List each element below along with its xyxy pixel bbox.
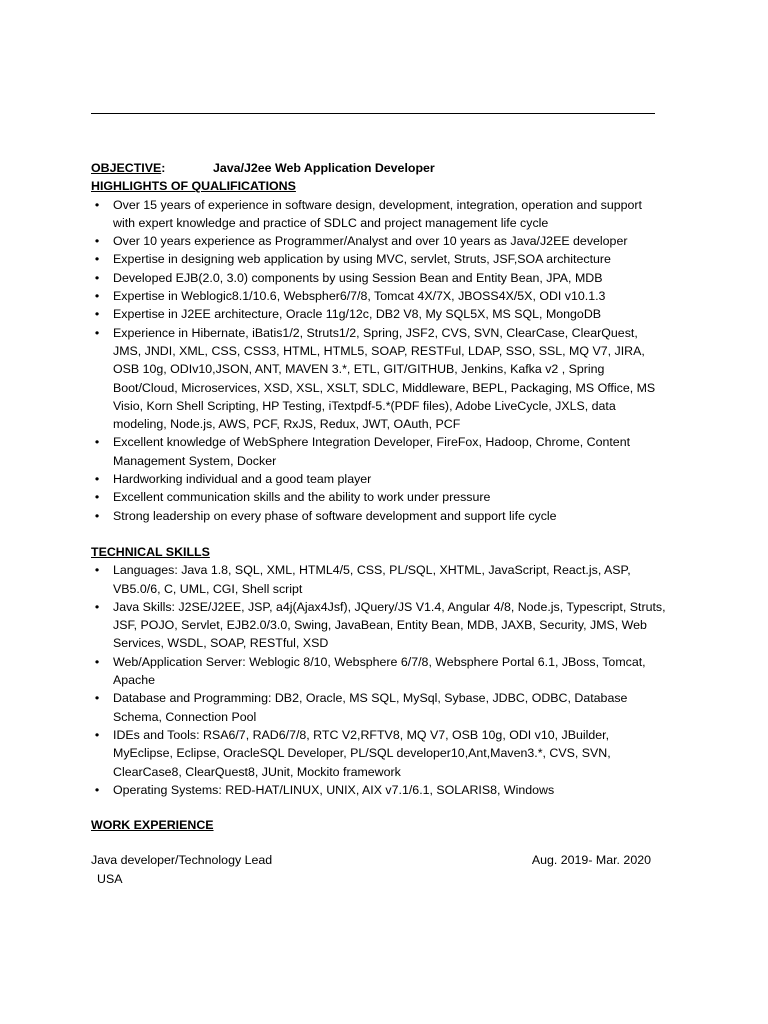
bullet-icon: • xyxy=(94,782,100,797)
highlights-heading: HIGHLIGHTS OF QUALIFICATIONS xyxy=(91,179,296,194)
bullet-icon: • xyxy=(94,599,100,614)
bullet-icon: • xyxy=(94,435,100,450)
highlights-list xyxy=(91,196,666,525)
bullet-icon: • xyxy=(94,472,100,487)
skill-item xyxy=(91,726,666,781)
bullet-icon: • xyxy=(94,307,100,322)
bullet-icon: • xyxy=(94,270,100,285)
highlight-item xyxy=(91,488,666,506)
highlight-text: Over 10 years experience as Programmer/Analyst and over 10 years as Java/J2EE developer xyxy=(113,234,628,249)
highlight-text: Hardworking individual and a good team player xyxy=(113,472,372,487)
objective-line xyxy=(91,159,666,177)
highlight-item xyxy=(91,470,666,488)
bullet-icon: • xyxy=(94,727,100,742)
skill-text: Languages: Java 1.8, SQL, XML, HTML4/5, CSS, PL/SQL, XHTML, JavaScript, React.js, ASP, VB5.0/6, C, UML, CGI, Shell script xyxy=(113,563,631,596)
highlight-text: Excellent communication skills and the ability to work under pressure xyxy=(113,490,491,505)
highlight-text: Expertise in designing web application by using MVC, servlet, Struts, JSF,SOA architecture xyxy=(113,252,611,267)
highlight-item xyxy=(91,433,666,470)
objective-colon: : xyxy=(161,161,166,175)
bullet-icon: • xyxy=(94,691,100,706)
bullet-icon: • xyxy=(94,654,100,669)
skill-text: Java Skills: J2SE/J2EE, JSP, a4j(Ajax4Jsf), JQuery/JS V1.4, Angular 4/8, Node.js, Typescript, Struts, JSF, POJO, Servlet, EJB2.0/3.0, Swing, JavaBean, Entity Bean, MDB, JAXB, Security, JMS, Web Services, WSDL, SOAP, RESTful, XSD xyxy=(113,599,666,651)
objective-label-wrap xyxy=(91,159,213,177)
highlight-item xyxy=(91,324,666,434)
highlight-item xyxy=(91,196,666,233)
highlight-item xyxy=(91,305,666,323)
skill-text: IDEs and Tools: RSA6/7, RAD6/7/8, RTC V2,RFTV8, MQ V7, OSB 10g, ODI v10, JBuilder, MyEclipse, Eclipse, OracleSQL Developer, PL/SQL developer10,Ant,Maven3.*, CVS, SVN, ClearCase8, ClearQuest8, JUnit, Mockito framework xyxy=(113,727,611,779)
highlight-item xyxy=(91,232,666,250)
highlight-text: Developed EJB(2.0, 3.0) components by using Session Bean and Entity Bean, JPA, MDB xyxy=(113,270,603,285)
header-divider xyxy=(91,113,655,114)
bullet-icon: • xyxy=(94,325,100,340)
bullet-icon: • xyxy=(94,563,100,578)
skill-item xyxy=(91,689,666,726)
technical-skills-heading: TECHNICAL SKILLS xyxy=(91,544,210,559)
work-experience-heading: WORK EXPERIENCE xyxy=(91,818,214,833)
highlight-item xyxy=(91,269,666,287)
bullet-icon: • xyxy=(94,508,100,523)
bullet-icon: • xyxy=(94,197,100,212)
skill-item xyxy=(91,781,666,799)
job-entry xyxy=(91,851,651,869)
highlight-text: Experience in Hibernate, iBatis1/2, Struts1/2, Spring, JSF2, CVS, SVN, ClearCase, ClearQuest, JMS, JNDI, XML, CSS, CSS3, HTML, HTML5, SOAP, RESTFul, LDAP, SSO, SSL, MQ V7, JIRA, OSB 10g, ODIv10,JSON, ANT, MAVEN 3.*, ETL, GIT/GITHUB, Jenkins, Kafka v2 , Spring Boot/Cloud, Microservices, XSD, XSL, XSLT, SDLC, Middleware, BEPL, Packaging, MS Office, MS Visio, Korn Shell Scripting, HP Testing, iTextpdf-5.*(PDF files), Adobe LiveCycle, JXLS, data modeling, Node.js, AWS, PCF, RxJS, Redux, JWT, OAuth, PCF xyxy=(113,325,656,432)
highlight-text: Excellent knowledge of WebSphere Integration Developer, FireFox, Hadoop, Chrome, Content Management System, Docker xyxy=(113,435,631,468)
highlight-item xyxy=(91,250,666,268)
skill-item xyxy=(91,653,666,690)
skill-text: Web/Application Server: Weblogic 8/10, Websphere 6/7/8, Websphere Portal 6.1, JBoss, Tomcat, Apache xyxy=(113,654,646,688)
bullet-icon: • xyxy=(94,490,100,505)
bullet-icon: • xyxy=(94,289,100,304)
skill-item xyxy=(91,598,666,653)
highlight-text: Expertise in Weblogic8.1/10.6, Webspher6/7/8, Tomcat 4X/7X, JBOSS4X/5X, ODI v10.1.3 xyxy=(113,289,606,304)
job-location: USA xyxy=(97,871,123,886)
highlight-item xyxy=(91,507,666,525)
skill-text: Operating Systems: RED-HAT/LINUX, UNIX, AIX v7.1/6.1, SOLARIS8, Windows xyxy=(113,782,555,797)
resume-content xyxy=(91,159,666,888)
bullet-icon: • xyxy=(94,234,100,249)
objective-title: Java/J2ee Web Application Developer xyxy=(213,161,435,175)
job-dates: Aug. 2019- Mar. 2020 xyxy=(531,853,651,868)
highlight-text: Strong leadership on every phase of software development and support life cycle xyxy=(113,508,557,523)
job-title: Java developer/Technology Lead xyxy=(91,853,273,868)
technical-skills-list xyxy=(91,561,666,799)
bullet-icon: • xyxy=(94,252,100,267)
highlight-text: Expertise in J2EE architecture, Oracle 11g/12c, DB2 V8, My SQL5X, MS SQL, MongoDB xyxy=(113,307,602,322)
skill-text: Database and Programming: DB2, Oracle, MS SQL, MySql, Sybase, JDBC, ODBC, Database Schema, Connection Pool xyxy=(113,691,628,724)
skill-item xyxy=(91,561,666,598)
highlight-item xyxy=(91,287,666,305)
objective-label: OBJECTIVE xyxy=(91,161,162,175)
highlight-text: Over 15 years of experience in software design, development, integration, operation and support with expert knowledge and practice of SDLC and project management life cycle xyxy=(113,197,642,230)
